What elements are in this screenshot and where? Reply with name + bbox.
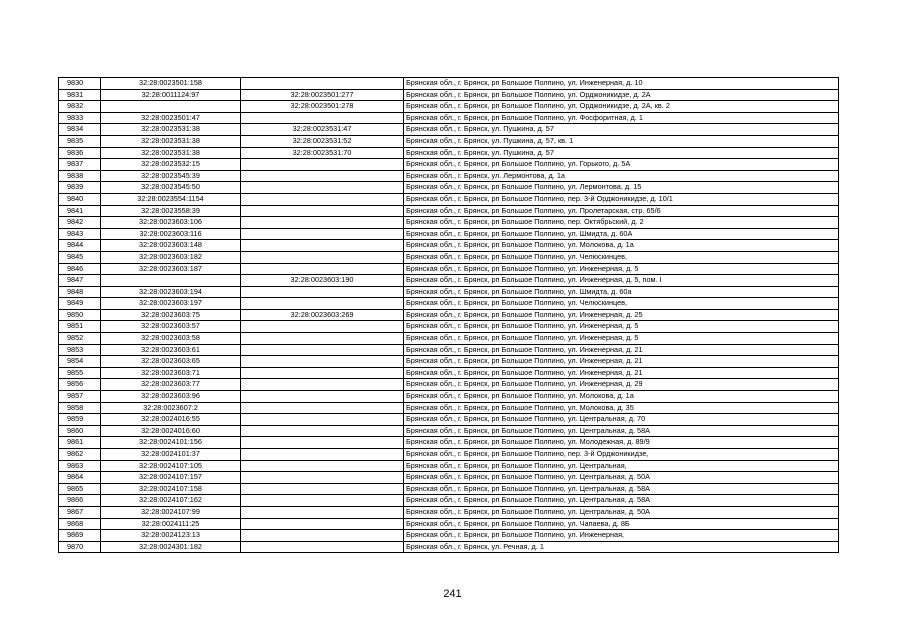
table-row: [59, 101, 839, 113]
address-cell: Брянская обл., г. Брянск, рп Большое Полпино, ул. Орджоникидзе, д. 2А: [404, 89, 839, 101]
row-number-cell: 9865: [59, 483, 101, 495]
row-number-cell: 9848: [59, 286, 101, 298]
address-cell: Брянская обл., г. Брянск, рп Большое Полпино, ул. Центральная, д. 58А: [404, 483, 839, 495]
row-number-cell: 9838: [59, 170, 101, 182]
cadastral-number-cell: 32:28:0023531:38: [101, 147, 241, 159]
related-cadastral-number-cell: [241, 437, 404, 449]
row-number-cell: 9843: [59, 228, 101, 240]
related-cadastral-number-cell: [241, 251, 404, 263]
row-number-cell: 9839: [59, 182, 101, 194]
cadastral-number-cell: 32:28:0023545:39: [101, 170, 241, 182]
table-row: [59, 402, 839, 414]
page-number: 241: [443, 588, 462, 600]
row-number-cell: 9837: [59, 159, 101, 171]
table-row: [59, 472, 839, 484]
address-cell: Брянская обл., г. Брянск, рп Большое Полпино, ул. Центральная,: [404, 460, 839, 472]
table-row: [59, 135, 839, 147]
cadastral-number-cell: 32:28:0023531:38: [101, 135, 241, 147]
row-number-cell: 9859: [59, 414, 101, 426]
address-cell: Брянская обл., г. Брянск, рп Большое Полпино, ул. Центральная, д. 58А: [404, 495, 839, 507]
address-cell: Брянская обл., г. Брянск, рп Большое Полпино, ул. Шмидта, д. 60а: [404, 286, 839, 298]
address-cell: Брянская обл., г. Брянск, рп Большое Полпино, ул. Центральная, д. 70: [404, 414, 839, 426]
table-row: [59, 275, 839, 287]
related-cadastral-number-cell: [241, 333, 404, 345]
row-number-cell: 9830: [59, 78, 101, 90]
table-row: [59, 286, 839, 298]
address-cell: Брянская обл., г. Брянск, рп Большое Полпино, ул. Молодежная, д. 89/9: [404, 437, 839, 449]
cadastral-number-cell: 32:28:0023603:57: [101, 321, 241, 333]
address-cell: Брянская обл., г. Брянск, рп Большое Полпино, ул. Инженерная, д. 21: [404, 356, 839, 368]
table-row: [59, 228, 839, 240]
address-cell: Брянская обл., г. Брянск, рп Большое Полпино, ул. Инженерная, д. 10: [404, 78, 839, 90]
cadastral-number-cell: 32:28:0011124:97: [101, 89, 241, 101]
related-cadastral-number-cell: [241, 205, 404, 217]
cadastral-number-cell: 32:28:0023603:187: [101, 263, 241, 275]
table-row: [59, 333, 839, 345]
row-number-cell: 9850: [59, 309, 101, 321]
address-cell: Брянская обл., г. Брянск, рп Большое Полпино, ул. Инженерная, д. 29: [404, 379, 839, 391]
related-cadastral-number-cell: 32:28:0023603:269: [241, 309, 404, 321]
related-cadastral-number-cell: [241, 159, 404, 171]
related-cadastral-number-cell: [241, 483, 404, 495]
table-row: [59, 356, 839, 368]
table-row: [59, 530, 839, 542]
row-number-cell: 9863: [59, 460, 101, 472]
cadastral-number-cell: 32:28:0023603:96: [101, 391, 241, 403]
cadastral-number-cell: 32:28:0023532:15: [101, 159, 241, 171]
table-row: [59, 379, 839, 391]
table-row: [59, 251, 839, 263]
address-cell: Брянская обл., г. Брянск, рп Большое Полпино, пер. 3-й Орджоникидзе,: [404, 449, 839, 461]
row-number-cell: 9853: [59, 344, 101, 356]
table-row: [59, 460, 839, 472]
related-cadastral-number-cell: [241, 217, 404, 229]
cadastral-number-cell: 32:28:0024107:162: [101, 495, 241, 507]
address-cell: Брянская обл., г. Брянск, ул. Речная, д. 1: [404, 541, 839, 553]
related-cadastral-number-cell: [241, 321, 404, 333]
cadastral-number-cell: 32:28:0024301:182: [101, 541, 241, 553]
related-cadastral-number-cell: [241, 541, 404, 553]
row-number-cell: 9834: [59, 124, 101, 136]
cadastral-number-cell: 32:28:0024101:156: [101, 437, 241, 449]
table-row: [59, 449, 839, 461]
cadastral-number-cell: 32:28:0023603:58: [101, 333, 241, 345]
related-cadastral-number-cell: [241, 391, 404, 403]
cadastral-number-cell: 32:28:0023603:116: [101, 228, 241, 240]
address-cell: Брянская обл., г. Брянск, рп Большое Полпино, ул. Инженерная,: [404, 530, 839, 542]
table-row: [59, 159, 839, 171]
address-cell: Брянская обл., г. Брянск, рп Большое Полпино, ул. Чапаева, д. 8Б: [404, 518, 839, 530]
related-cadastral-number-cell: [241, 506, 404, 518]
row-number-cell: 9832: [59, 101, 101, 113]
address-cell: Брянская обл., г. Брянск, рп Большое Полпино, ул. Инженерная, д. 21: [404, 367, 839, 379]
cadastral-number-cell: 32:28:0024107:158: [101, 483, 241, 495]
related-cadastral-number-cell: [241, 414, 404, 426]
address-cell: Брянская обл., г. Брянск, рп Большое Полпино, ул. Центральная, д. 58А: [404, 425, 839, 437]
cadastral-number-cell: 32:28:0023554:1154: [101, 193, 241, 205]
table-row: [59, 78, 839, 90]
related-cadastral-number-cell: [241, 402, 404, 414]
table-row: [59, 309, 839, 321]
related-cadastral-number-cell: [241, 170, 404, 182]
related-cadastral-number-cell: [241, 112, 404, 124]
related-cadastral-number-cell: 32:28:0023501:277: [241, 89, 404, 101]
row-number-cell: 9854: [59, 356, 101, 368]
row-number-cell: 9851: [59, 321, 101, 333]
table-row: [59, 541, 839, 553]
row-number-cell: 9870: [59, 541, 101, 553]
address-cell: Брянская обл., г. Брянск, ул. Пушкина, д. 57: [404, 124, 839, 136]
row-number-cell: 9844: [59, 240, 101, 252]
related-cadastral-number-cell: 32:28:0023531:52: [241, 135, 404, 147]
related-cadastral-number-cell: [241, 425, 404, 437]
table-row: [59, 437, 839, 449]
table-row: [59, 298, 839, 310]
table-row: [59, 495, 839, 507]
cadastral-number-cell: 32:28:0024123:13: [101, 530, 241, 542]
cadastral-number-cell: 32:28:0023603:77: [101, 379, 241, 391]
related-cadastral-number-cell: [241, 228, 404, 240]
related-cadastral-number-cell: [241, 472, 404, 484]
address-cell: Брянская обл., г. Брянск, рп Большое Полпино, ул. Челюскинцев,: [404, 298, 839, 310]
row-number-cell: 9860: [59, 425, 101, 437]
address-cell: Брянская обл., г. Брянск, ул. Лермонтова, д. 1а: [404, 170, 839, 182]
cadastral-number-cell: 32:28:0023603:65: [101, 356, 241, 368]
address-cell: Брянская обл., г. Брянск, рп Большое Полпино, ул. Инженерная, д. 5: [404, 263, 839, 275]
row-number-cell: 9833: [59, 112, 101, 124]
cadastral-number-cell: 32:28:0024111:25: [101, 518, 241, 530]
table-row: [59, 367, 839, 379]
row-number-cell: 9855: [59, 367, 101, 379]
related-cadastral-number-cell: [241, 193, 404, 205]
row-number-cell: 9836: [59, 147, 101, 159]
address-cell: Брянская обл., г. Брянск, рп Большое Полпино, ул. Фосфоритная, д. 1: [404, 112, 839, 124]
related-cadastral-number-cell: [241, 298, 404, 310]
related-cadastral-number-cell: [241, 460, 404, 472]
address-cell: Брянская обл., г. Брянск, рп Большое Полпино, ул. Лермонтова, д. 15: [404, 182, 839, 194]
cadastral-number-cell: 32:28:0023603:182: [101, 251, 241, 263]
table-row: [59, 506, 839, 518]
cadastral-number-cell: 32:28:0023603:71: [101, 367, 241, 379]
cadastral-number-cell: 32:28:0023603:148: [101, 240, 241, 252]
row-number-cell: 9868: [59, 518, 101, 530]
address-cell: Брянская обл., г. Брянск, рп Большое Полпино, пер. 3-й Орджоникидзе, д. 10/1: [404, 193, 839, 205]
table-row: [59, 425, 839, 437]
related-cadastral-number-cell: 32:28:0023531:70: [241, 147, 404, 159]
address-cell: Брянская обл., г. Брянск, рп Большое Полпино, ул. Пролетарская, стр. 65/6: [404, 205, 839, 217]
registry-table: [58, 77, 839, 553]
row-number-cell: 9869: [59, 530, 101, 542]
address-cell: Брянская обл., г. Брянск, рп Большое Полпино, ул. Центральная, д. 50А: [404, 506, 839, 518]
row-number-cell: 9831: [59, 89, 101, 101]
address-cell: Брянская обл., г. Брянск, рп Большое Полпино, ул. Центральная, д. 50А: [404, 472, 839, 484]
row-number-cell: 9867: [59, 506, 101, 518]
registry-body: [59, 78, 839, 553]
table-row: [59, 205, 839, 217]
address-cell: Брянская обл., г. Брянск, рп Большое Полпино, ул. Шмидта, д. 60А: [404, 228, 839, 240]
cadastral-number-cell: 32:28:0024016:60: [101, 425, 241, 437]
related-cadastral-number-cell: 32:28:0023531:47: [241, 124, 404, 136]
cadastral-number-cell: 32:28:0023501:47: [101, 112, 241, 124]
related-cadastral-number-cell: [241, 530, 404, 542]
related-cadastral-number-cell: [241, 286, 404, 298]
table-row: [59, 483, 839, 495]
address-cell: Брянская обл., г. Брянск, рп Большое Полпино, ул. Инженерная, д. 25: [404, 309, 839, 321]
table-row: [59, 112, 839, 124]
row-number-cell: 9864: [59, 472, 101, 484]
related-cadastral-number-cell: [241, 495, 404, 507]
row-number-cell: 9857: [59, 391, 101, 403]
related-cadastral-number-cell: [241, 367, 404, 379]
cadastral-number-cell: [101, 275, 241, 287]
row-number-cell: 9835: [59, 135, 101, 147]
row-number-cell: 9849: [59, 298, 101, 310]
cadastral-number-cell: 32:28:0023603:61: [101, 344, 241, 356]
table-row: [59, 321, 839, 333]
address-cell: Брянская обл., г. Брянск, рп Большое Полпино, ул. Горького, д. 5А: [404, 159, 839, 171]
address-cell: Брянская обл., г. Брянск, рп Большое Полпино, ул. Молокова, д. 35: [404, 402, 839, 414]
table-row: [59, 124, 839, 136]
row-number-cell: 9846: [59, 263, 101, 275]
address-cell: Брянская обл., г. Брянск, рп Большое Полпино, ул. Челюскинцев,: [404, 251, 839, 263]
related-cadastral-number-cell: [241, 379, 404, 391]
row-number-cell: 9840: [59, 193, 101, 205]
related-cadastral-number-cell: [241, 240, 404, 252]
address-cell: Брянская обл., г. Брянск, рп Большое Полпино, ул. Инженерная, д. 5: [404, 321, 839, 333]
table-row: [59, 182, 839, 194]
related-cadastral-number-cell: [241, 518, 404, 530]
cadastral-number-cell: 32:28:0023558:39: [101, 205, 241, 217]
row-number-cell: 9845: [59, 251, 101, 263]
table-row: [59, 240, 839, 252]
related-cadastral-number-cell: [241, 449, 404, 461]
cadastral-number-cell: 32:28:0024016:55: [101, 414, 241, 426]
table-row: [59, 89, 839, 101]
row-number-cell: 9841: [59, 205, 101, 217]
address-cell: Брянская обл., г. Брянск, рп Большое Полпино, ул. Молокова, д. 1а: [404, 391, 839, 403]
table-row: [59, 391, 839, 403]
address-cell: Брянская обл., г. Брянск, рп Большое Полпино, ул. Инженерная, д. 5: [404, 333, 839, 345]
row-number-cell: 9858: [59, 402, 101, 414]
related-cadastral-number-cell: 32:28:0023501:278: [241, 101, 404, 113]
cadastral-number-cell: 32:28:0024107:105: [101, 460, 241, 472]
related-cadastral-number-cell: [241, 78, 404, 90]
table-row: [59, 170, 839, 182]
cadastral-number-cell: 32:28:0023603:75: [101, 309, 241, 321]
cadastral-number-cell: [101, 101, 241, 113]
cadastral-number-cell: 32:28:0023603:106: [101, 217, 241, 229]
address-cell: Брянская обл., г. Брянск, рп Большое Полпино, ул. Инженерная, д. 21: [404, 344, 839, 356]
table-row: [59, 414, 839, 426]
related-cadastral-number-cell: [241, 182, 404, 194]
row-number-cell: 9847: [59, 275, 101, 287]
table-row: [59, 344, 839, 356]
address-cell: Брянская обл., г. Брянск, ул. Пушкина, д. 57, кв. 1: [404, 135, 839, 147]
address-cell: Брянская обл., г. Брянск, ул. Пушкина, д. 57: [404, 147, 839, 159]
cadastral-number-cell: 32:28:0024107:99: [101, 506, 241, 518]
row-number-cell: 9852: [59, 333, 101, 345]
cadastral-number-cell: 32:28:0023603:194: [101, 286, 241, 298]
cadastral-number-cell: 32:28:0023501:158: [101, 78, 241, 90]
table-row: [59, 217, 839, 229]
cadastral-number-cell: 32:28:0023607:2: [101, 402, 241, 414]
row-number-cell: 9861: [59, 437, 101, 449]
row-number-cell: 9856: [59, 379, 101, 391]
related-cadastral-number-cell: [241, 263, 404, 275]
cadastral-number-cell: 32:28:0024101:37: [101, 449, 241, 461]
address-cell: Брянская обл., г. Брянск, рп Большое Полпино, ул. Орджоникидзе, д. 2А, кв. 2: [404, 101, 839, 113]
table-row: [59, 263, 839, 275]
table-row: [59, 518, 839, 530]
related-cadastral-number-cell: [241, 344, 404, 356]
cadastral-number-cell: 32:28:0023545:50: [101, 182, 241, 194]
cadastral-number-cell: 32:28:0023531:38: [101, 124, 241, 136]
cadastral-number-cell: 32:28:0024107:157: [101, 472, 241, 484]
table-row: [59, 193, 839, 205]
row-number-cell: 9842: [59, 217, 101, 229]
related-cadastral-number-cell: 32:28:0023603:190: [241, 275, 404, 287]
cadastral-number-cell: 32:28:0023603:197: [101, 298, 241, 310]
related-cadastral-number-cell: [241, 356, 404, 368]
address-cell: Брянская обл., г. Брянск, рп Большое Полпино, пер. Октябрьский, д. 2: [404, 217, 839, 229]
row-number-cell: 9862: [59, 449, 101, 461]
address-cell: Брянская обл., г. Брянск, рп Большое Полпино, ул. Молокова, д. 1а: [404, 240, 839, 252]
row-number-cell: 9866: [59, 495, 101, 507]
address-cell: Брянская обл., г. Брянск, рп Большое Полпино, ул. Инженерная, д. 5, пом. I: [404, 275, 839, 287]
table-row: [59, 147, 839, 159]
